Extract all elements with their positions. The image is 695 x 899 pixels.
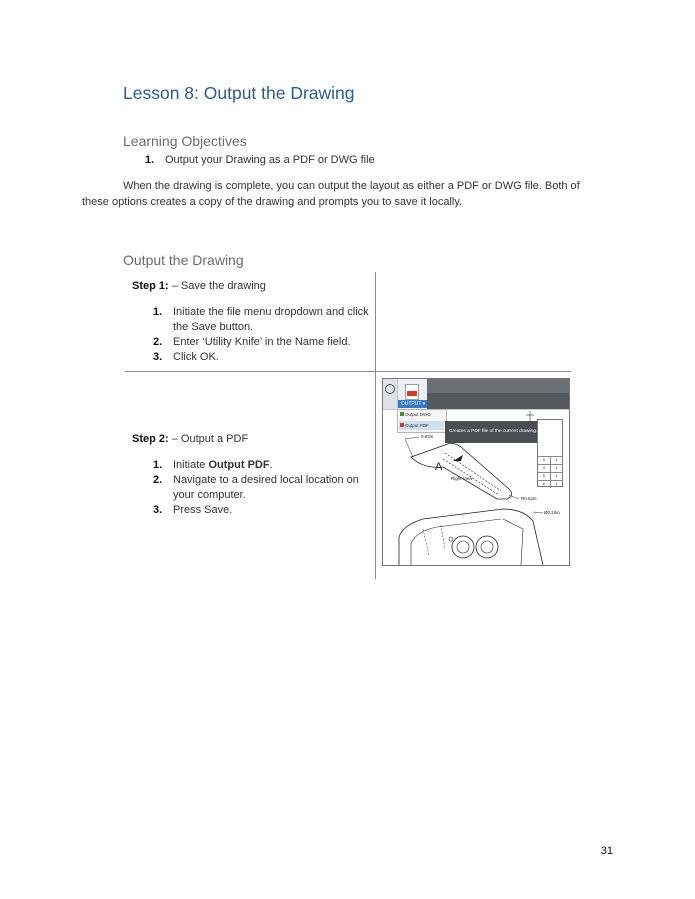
step2-item-text: Press Save. bbox=[173, 504, 233, 516]
step1-item bbox=[153, 350, 371, 365]
step1-item-text: Enter ‘Utility Knife’ in the Name field. bbox=[173, 336, 351, 348]
step1-label: Step 1: bbox=[132, 280, 169, 292]
intro-line-2: these options creates a copy of the drawing and prompts you to save it locally. bbox=[82, 196, 463, 208]
table-row-divider bbox=[125, 371, 571, 372]
knife-drawing bbox=[383, 379, 569, 565]
lesson-title: Lesson 8: Output the Drawing bbox=[123, 83, 355, 103]
table-cell: 1 bbox=[555, 481, 558, 486]
radius-label: R0.62in bbox=[521, 496, 537, 501]
table-cell: 3 bbox=[538, 457, 551, 464]
step2-heading bbox=[132, 433, 248, 445]
table-column-divider bbox=[375, 272, 376, 579]
step1-list bbox=[153, 305, 371, 365]
step1-item bbox=[153, 335, 371, 350]
menu-item-output-dwg-label: Output DWG bbox=[405, 412, 431, 417]
view-label: Right View bbox=[451, 476, 473, 481]
table-cell: 1 bbox=[555, 465, 558, 470]
section-letter-label: A bbox=[435, 461, 443, 473]
table-cell: 1 bbox=[555, 473, 558, 478]
output-section-heading: Output the Drawing bbox=[123, 252, 244, 268]
intro-line-1: When the drawing is complete, you can output the layout as either a PDF or DWG file. Both of bbox=[123, 180, 580, 192]
step2-item bbox=[153, 458, 375, 473]
step2-title: – Output a PDF bbox=[168, 433, 249, 445]
step1-item-num: 3. bbox=[153, 351, 163, 363]
objectives-list bbox=[145, 153, 545, 168]
table-cell: 1 bbox=[555, 457, 558, 462]
step1-item-num: 2. bbox=[153, 336, 163, 348]
step2-item-num: 1. bbox=[153, 459, 163, 471]
objective-num: 1. bbox=[145, 154, 155, 166]
step2-label: Step 2: bbox=[132, 433, 169, 445]
step2-item-text: Navigate to a desired local location on your computer. bbox=[173, 474, 359, 501]
dimension-label: 0.83in bbox=[421, 434, 434, 439]
output-dropdown-button[interactable]: OUTPUT ▾ bbox=[398, 400, 428, 408]
table-cell: 4 bbox=[538, 465, 551, 472]
step2-item1-suffix: . bbox=[269, 459, 273, 471]
output-pdf-screenshot bbox=[382, 378, 570, 566]
step1-item-text: Initiate the file menu dropdown and click the Save button. bbox=[173, 306, 369, 333]
step2-item-num: 2. bbox=[153, 474, 163, 486]
step1-heading bbox=[132, 280, 266, 292]
objective-text: Output your Drawing as a PDF or DWG file bbox=[165, 154, 375, 166]
menu-item-output-pdf-label: Output PDF bbox=[405, 423, 429, 428]
diameter-label: Ø0.24in bbox=[544, 510, 560, 515]
objectives-heading: Learning Objectives bbox=[123, 133, 247, 149]
page-number: 31 bbox=[600, 845, 613, 857]
step1-item-text: Click OK. bbox=[173, 351, 219, 363]
step2-item-num: 3. bbox=[153, 504, 163, 516]
step1-title: – Save the drawing bbox=[168, 280, 266, 292]
step2-item bbox=[153, 503, 375, 518]
objective-item bbox=[145, 153, 545, 168]
step2-item1-prefix: Initiate bbox=[173, 459, 209, 471]
step1-item-num: 1. bbox=[153, 306, 163, 318]
step1-item bbox=[153, 305, 371, 335]
step2-item bbox=[153, 473, 375, 503]
table-cell: 6 bbox=[538, 481, 551, 488]
step2-list bbox=[153, 458, 375, 518]
table-cell: 5 bbox=[538, 473, 551, 480]
step2-item1-bold: Output PDF bbox=[208, 459, 270, 471]
tooltip: Creates a PDF file of the current drawing. bbox=[445, 421, 561, 443]
